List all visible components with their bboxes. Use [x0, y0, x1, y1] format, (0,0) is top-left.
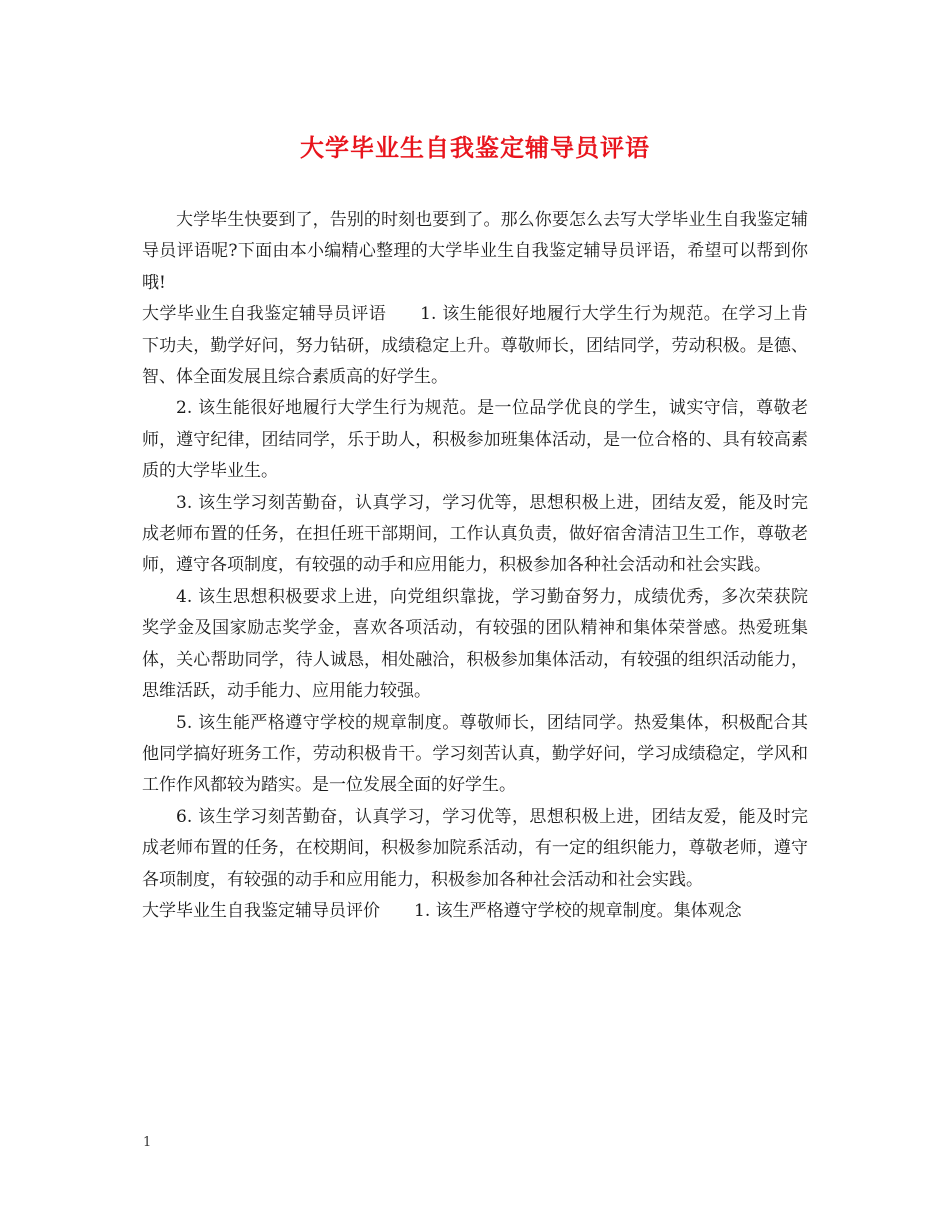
section-2-heading: 大学毕业生自我鉴定辅导员评价 — [142, 900, 380, 921]
section-1-paragraph — [142, 299, 808, 393]
document-title: 大学毕业生自我鉴定辅导员评语 — [300, 133, 650, 162]
document-body — [142, 205, 808, 927]
list-item-6: 6. 该生学习刻苦勤奋，认真学习，学习优等，思想积极上进，团结友爱，能及时完成老师布置的任务，在校期间，积极参加院系活动，有一定的组织能力，尊敬老师，遵守各项制度，有较强的动手和应用能力，积极参加各种社会活动和社会实践。 — [142, 806, 808, 890]
section-2-paragraph — [142, 896, 808, 927]
list-item-4: 4. 该生思想积极要求上进，向党组织靠拢，学习勤奋努力，成绩优秀，多次荣获院奖学金及国家励志奖学金，喜欢各项活动，有较强的团队精神和集体荣誉感。热爱班集体，关心帮助同学，待人诚恳，相处融洽，积极参加集体活动，有较强的组织活动能力，思维活跃，动手能力、应用能力较强。 — [142, 586, 808, 702]
list-item-5: 5. 该生能严格遵守学校的规章制度。尊敬师长，团结同学。热爱集体，积极配合其他同学搞好班务工作，劳动积极肯干。学习刻苦认真，勤学好问，学习成绩稳定，学风和工作作风都较为踏实。是一位发展全面的好学生。 — [142, 712, 808, 796]
list-item-3: 3. 该生学习刻苦勤奋，认真学习，学习优等，思想积极上进，团结友爱，能及时完成老师布置的任务，在担任班干部期间，工作认真负责，做好宿舍清洁卫生工作，尊敬老师，遵守各项制度，有较强的动手和应用能力，积极参加各种社会活动和社会实践。 — [142, 492, 808, 576]
list-item-2: 2. 该生能很好地履行大学生行为规范。是一位品学优良的学生，诚实守信，尊敬老师，遵守纪律，团结同学，乐于助人，积极参加班集体活动，是一位合格的、具有较高素质的大学毕业生。 — [142, 398, 808, 482]
section-1-heading: 大学毕业生自我鉴定辅导员评语 — [142, 304, 387, 325]
section-2-item-1: 1. 该生严格遵守学校的规章制度。集体观念 — [414, 900, 742, 921]
intro-paragraph: 大学毕生快要到了，告别的时刻也要到了。那么你要怎么去写大学毕业生自我鉴定辅导员评语呢?下面由本小编精心整理的大学毕业生自我鉴定辅导员评语，希望可以帮到你哦! — [142, 210, 808, 293]
page-number: 1 — [143, 1135, 152, 1150]
section-1-item-1: 1. 该生能很好地履行大学生行为规范。在学习上肯下功夫，勤学好问，努力钻研，成绩稳定上升。尊敬师长，团结同学，劳动积极。是德、智、体全面发展且综合素质高的好学生。 — [142, 304, 809, 388]
